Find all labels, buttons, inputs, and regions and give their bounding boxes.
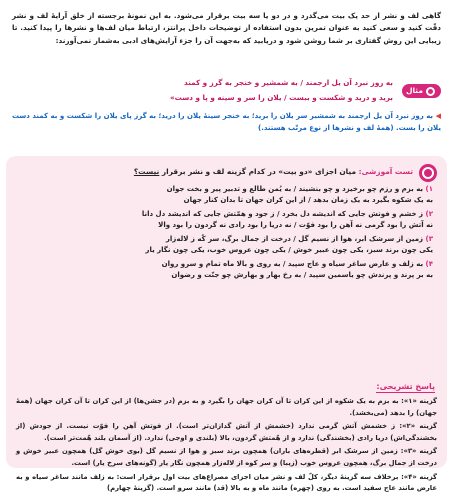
option-line: به بر پرند و پرندش چو یاسمین سپید / به رخ بهار و بهارش چو جنّت و رضوان bbox=[171, 271, 433, 279]
option-number: ۴) bbox=[425, 260, 433, 268]
options-list bbox=[16, 184, 433, 284]
option-1[interactable] bbox=[16, 184, 433, 206]
option-number: ۲) bbox=[425, 210, 433, 218]
example-badge-label: مثال bbox=[405, 86, 423, 95]
option-line: به بزم و رزم چو برخیزد و چو بنشیند / به یُمن طالع و تدبیر پیر و بخت جوان bbox=[166, 185, 424, 193]
example-badge bbox=[402, 84, 441, 98]
option-number: ۳) bbox=[425, 235, 433, 243]
answer-paragraph: گزینه «۲»: ز خشمش آتش گرمی ندارد (خشمش از آتش گدازان‌تر است). از فوتش آهن را فوّت نیست. از جودش (از بخشندگی‌اش) دریا رادی (بخشندگی) ندارد و از هّمتش گردون، بالا (بلندی و اوجی) ندارد. (از آسمان بلند هّمت‌تر است). bbox=[16, 422, 437, 442]
option-line: به یک شکوه بگیرد به یک زمان بدهد / از این کران جهان تا بدان کنار جهان bbox=[183, 196, 433, 204]
option-number: ۱) bbox=[425, 185, 433, 193]
option-line: ز خشم و فوتش جایی که اندیشه دل بخرد / ز جود و همّتش جایی که اندیشد دل دانا bbox=[141, 210, 424, 218]
answer-body bbox=[16, 396, 437, 497]
option-line: زمین از سرشک ابر، هوا از نسیم گل / درخت از جمال برگ، سر کُه ز لاله‌زار bbox=[165, 235, 424, 243]
option-2[interactable] bbox=[16, 209, 433, 231]
option-4[interactable] bbox=[16, 259, 433, 281]
question-text: میان اجزای «دو بیت» در کدام گزینه لف و نشر برقرار bbox=[161, 167, 357, 176]
intro-paragraph: گاهی لف و نشر از حد یک بیت می‌گذرد و در دو یا سه بیت برقرار می‌شود. به این نمونهٔ برجسته از خلق آرایهٔ لف و نشر دقّت کنید و سعی کنید به عنوان تمرین بدون استفاده از توضیحات داخل پرانتز، ارتباط میان لف‌ها و نشرها را پیدا کنید. تا زیبایی این روش گفتاری بر شما روشن شود و دریابید که به‌جهت آن را جزء آرایش‌های ادبی به‌شمار نمی‌آورند: bbox=[12, 11, 441, 45]
question-card bbox=[6, 156, 447, 493]
option-line: به زلف و عارض ساغر سیاه و عاج سپید / به روی و بالا ماه تمام و سرو روان bbox=[161, 260, 424, 268]
example-icon bbox=[426, 87, 435, 96]
question-icon bbox=[419, 164, 437, 182]
answer-title: پاسخ تشریحی: bbox=[376, 382, 435, 391]
question-tag: تست آموزشی: bbox=[358, 167, 413, 176]
example-explanation bbox=[12, 110, 441, 134]
answer-paragraph: گزینه «۴»: برخلاف سه گزینهٔ دیگر، کلّ لف و نشر میان اجزای مصراع‌های بیت اول برقرار است: به زلف مانند ساغر سیاه و به عارض مانند عاج سفید است. به روی (چهره) مانند ماه و به بالا (قد) مانند سرو است. (گزینهٔ چهارم) bbox=[16, 472, 438, 493]
example-block bbox=[12, 75, 441, 105]
example-line-1: به روز نبرد آن یل ارجمند / به شمشیر و خنجر به گرز و کمند bbox=[184, 78, 393, 87]
answer-paragraph: گزینه «۱»: به بزم به یک شکوه از این کران تا آن کران جهان را بگیرد و به بزم (در جشن‌ها) از این کران تا آن کران جهان (همهٔ جهان) را بدهد (می‌بخشد). bbox=[16, 397, 438, 417]
option-3[interactable] bbox=[16, 234, 433, 256]
question-title bbox=[14, 166, 413, 178]
arrow-icon: ◀ bbox=[433, 112, 442, 120]
explanation-text: به روز نبرد آن یل ارجمند به شمشیر سر یلان را برید؛ به خنجر سینهٔ یلان را درید؛ به گرز پای یلان را شکست و به کمند دست یلان را بست. (همهٔ لف و نشرها از نوع مرتّب هستند.) bbox=[12, 112, 441, 132]
question-negation: نیست؟ bbox=[133, 167, 160, 176]
example-line-2: برید و درید و شکست و ببست / یلان را سر و سینه و پا و دست» bbox=[169, 93, 393, 102]
option-line: نه آتش را بود گرمی نه آهن را بود فوّت / نه دریا را بود رادی نه گردون را بود والا bbox=[158, 221, 433, 229]
option-line: یکی چون برند سبز، یکی چون عبیر خوش / یکی چون عروس خوب، یکی چون نگار یار bbox=[145, 246, 433, 254]
answer-paragraph: گزینه «۳»: زمین از سرشک ابر (قطره‌های باران) همچون برند سبز و هوا از نسیم گل (بوی خوش گل) همچون عبیر خوش و درخت از جمال برگ، همچون عروس خوب (زیبا) و سر کوه از لاله‌زار همچون نگار یار (گونه‌های سرخ یار) است. bbox=[16, 447, 437, 467]
